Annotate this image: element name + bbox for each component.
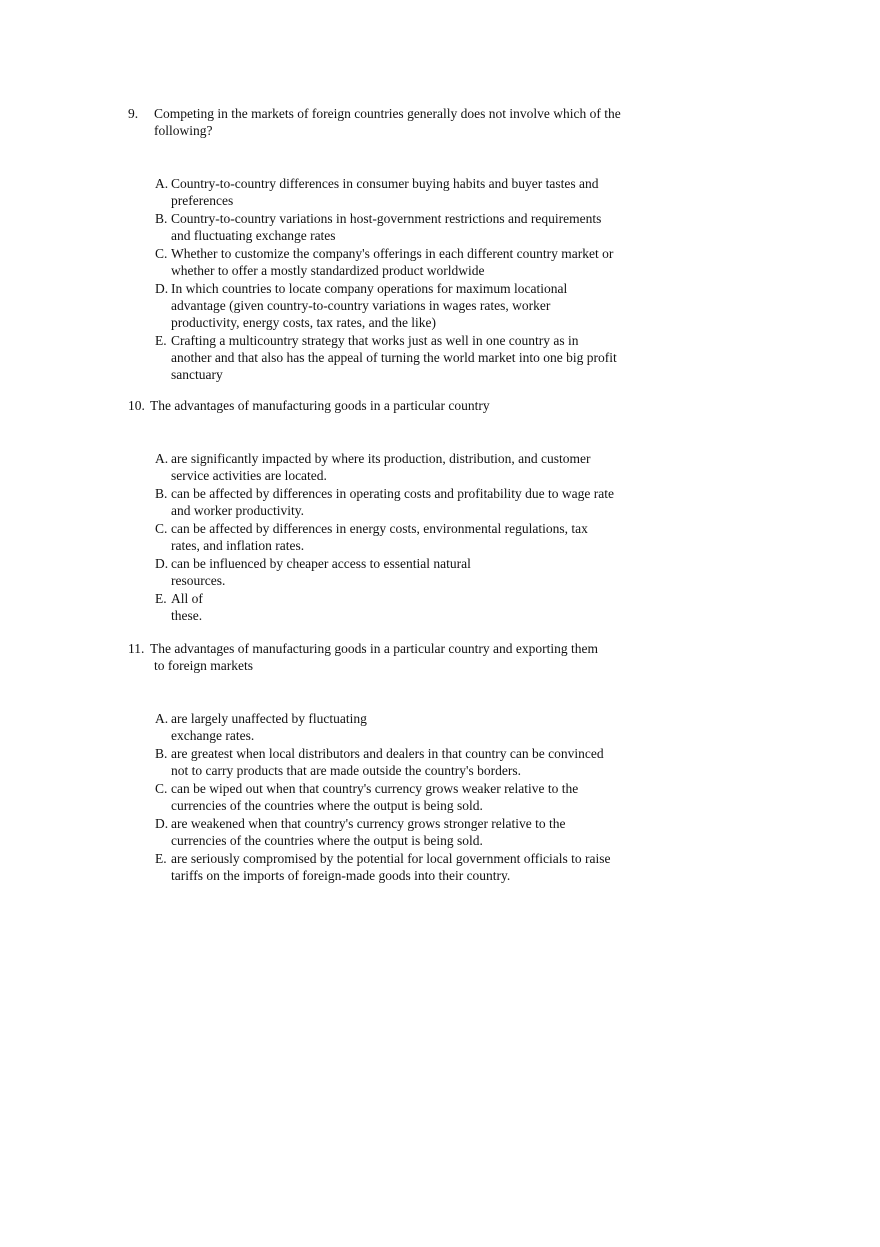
- choice-label: B.: [155, 746, 168, 761]
- choice-text: In which countries to locate company operations for maximum locational advantage (given country-to-country variations in wages rates, worker productivity, energy costs, tax rates, and the like): [171, 281, 568, 330]
- choice-label: E.: [155, 851, 167, 866]
- choice-a: [155, 450, 688, 484]
- choice-label: E.: [155, 591, 167, 606]
- question-stem: [128, 105, 688, 139]
- question-number: 10.: [128, 398, 145, 413]
- choice-text: can be affected by differences in energy costs, environmental regulations, tax rates, and inflation rates.: [171, 521, 588, 553]
- choice-text: are weakened when that country's currency grows stronger relative to the currencies of the countries where the output is being sold.: [171, 816, 566, 848]
- choice-text: Whether to customize the company's offerings in each different country market or whether to offer a mostly standardized product worldwide: [171, 246, 614, 278]
- question-10: [128, 397, 688, 625]
- question-text: The advantages of manufacturing goods in a particular country: [150, 398, 490, 413]
- choice-label: C.: [155, 781, 168, 796]
- choice-d: [155, 280, 688, 331]
- question-text: The advantages of manufacturing goods in a particular country and exporting them to foreign markets: [150, 641, 598, 673]
- choice-label: C.: [155, 246, 168, 261]
- choice-label: D.: [155, 556, 169, 571]
- question-stem: [128, 640, 688, 674]
- choice-label: B.: [155, 211, 168, 226]
- choice-label: A.: [155, 711, 169, 726]
- choice-c: [155, 520, 688, 554]
- question-text: Competing in the markets of foreign countries generally does not involve which of the following?: [154, 106, 621, 138]
- question-stem: [128, 397, 688, 414]
- choice-e: [155, 332, 688, 383]
- choice-text: can be influenced by cheaper access to essential natural resources.: [171, 556, 471, 588]
- answer-choices: [155, 710, 688, 884]
- choice-label: E.: [155, 333, 167, 348]
- choice-c: [155, 245, 688, 279]
- choice-label: A.: [155, 451, 169, 466]
- choice-text: are greatest when local distributors and dealers in that country can be convinced not to carry products that are made outside the country's borders.: [171, 746, 604, 778]
- choice-label: D.: [155, 816, 169, 831]
- choice-label: B.: [155, 486, 168, 501]
- question-number: 9.: [128, 106, 139, 121]
- answer-choices: [155, 175, 688, 383]
- choice-text: can be affected by differences in operating costs and profitability due to wage rate and worker productivity.: [171, 486, 614, 518]
- choice-a: [155, 175, 688, 209]
- choice-text: Country-to-country variations in host-government restrictions and requirements and fluctuating exchange rates: [171, 211, 602, 243]
- question-11: [128, 640, 688, 885]
- choice-d: [155, 555, 688, 589]
- choice-text: are seriously compromised by the potential for local government officials to raise tariffs on the imports of foreign-made goods into their country.: [171, 851, 611, 883]
- choice-text: are significantly impacted by where its production, distribution, and customer service activities are located.: [171, 451, 591, 483]
- choice-e: [155, 850, 688, 884]
- question-number: 11.: [128, 641, 145, 656]
- choice-e: [155, 590, 688, 624]
- choice-label: D.: [155, 281, 169, 296]
- choice-b: [155, 745, 688, 779]
- choice-text: Country-to-country differences in consumer buying habits and buyer tastes and preferences: [171, 176, 599, 208]
- choice-b: [155, 485, 688, 519]
- choice-text: are largely unaffected by fluctuating exchange rates.: [171, 711, 367, 743]
- question-9: [128, 105, 688, 384]
- choice-text: can be wiped out when that country's currency grows weaker relative to the currencies of the countries where the output is being sold.: [171, 781, 579, 813]
- choice-text: All of these.: [171, 591, 203, 623]
- choice-label: A.: [155, 176, 169, 191]
- choice-b: [155, 210, 688, 244]
- choice-d: [155, 815, 688, 849]
- answer-choices: [155, 450, 688, 624]
- choice-c: [155, 780, 688, 814]
- choice-text: Crafting a multicountry strategy that works just as well in one country as in another and that also has the appeal of turning the world market into one big profit sanctuary: [171, 333, 617, 382]
- choice-a: [155, 710, 688, 744]
- choice-label: C.: [155, 521, 168, 536]
